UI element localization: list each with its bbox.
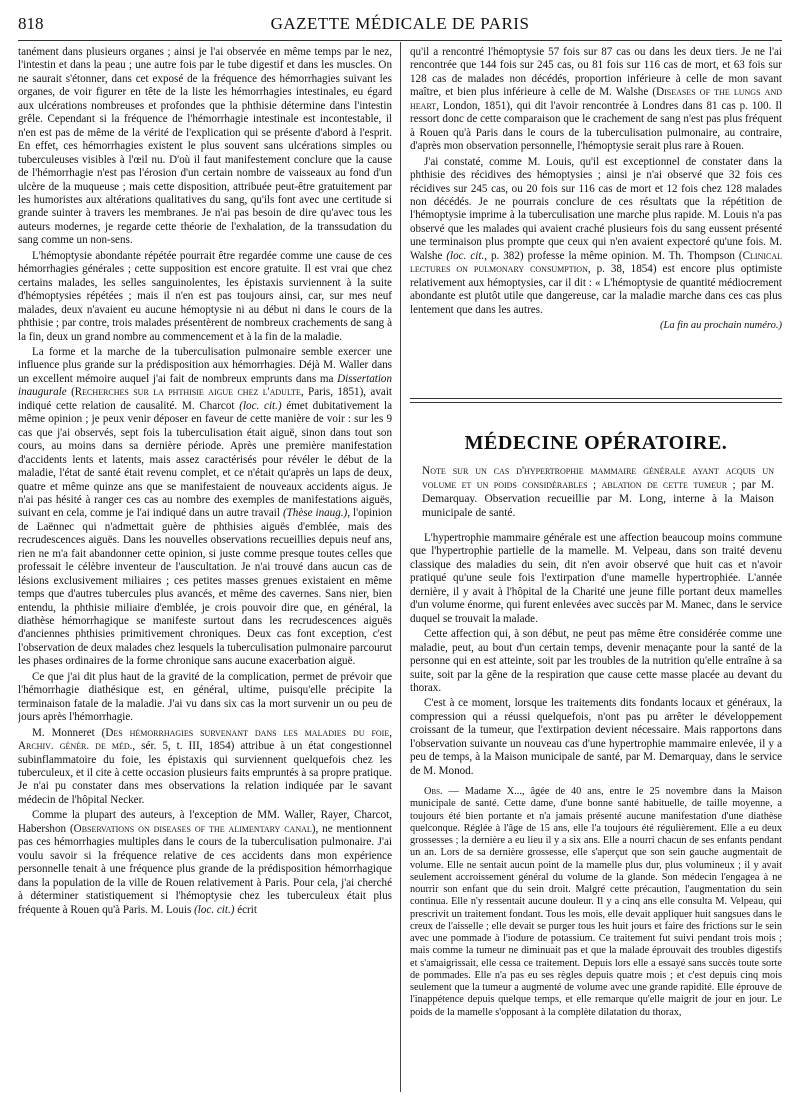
subtitle-rest: par M. Demarquay. Observation recueillie par M. Long, interne à la Maison municipale de santé. — [422, 479, 774, 519]
citation: (loc. cit. — [446, 249, 485, 262]
text-run: M. Monneret — [32, 726, 102, 739]
text-run: , ne mentionnent pas ces hémorrhagies multiples dans le cours de la tuberculisation pulmonaire. J'ai voulu savoir si la fréquence relative de ces accidents dans mon expérience personnelle tenait à une fréquence plus grande de la prédisposition hémorrhagique dans la population de la ville de Rouen relativement à Paris. Pour cela, j'ai cherché à déterminer statistiquement si l'hémoptysie chez les tuberculeux était plus fréquente à Rouen qu'à Paris. M. Louis — [18, 822, 392, 916]
citation-title: (Recherches sur la phthisie aigue chez l'adulte — [66, 386, 301, 399]
paragraph — [410, 46, 782, 154]
text-run: , London, 1851), qui dit l'avoir rencontrée à Londres dans 81 cas p. 100. Il ressort donc de cette comparaison que le crachement de sang n'est pas plus fréquent à Rouen qu'à Paris dans le cours de la tuberculisation pulmonaire, au contraire, d'après mon observation personnelle, l'hémoptysie serait plus rare à Rouen. — [410, 99, 782, 153]
paragraph — [410, 156, 782, 317]
citation: Dissertation inaugurale — [18, 372, 392, 399]
text-run: Comme la plupart des auteurs, à l'exception de MM. Waller, Rayer, Charcot, Habershon — [18, 809, 392, 835]
section-title: MÉDECINE OPÉRATOIRE. — [464, 432, 728, 454]
observation-text — [410, 786, 782, 1094]
right-column-continuation — [410, 46, 782, 392]
paragraph: Cette affection qui, à son début, ne peut pas même être considérée comme une maladie, peut, au bout d'un certain temps, devenir menaçante pour la santé de la personne qui en est atteinte, soit par les troubles de la nutrition qu'elle entraîne à sa suite, soit par la gêne de la respiration que cause cette masse placée au devant du thorax. — [410, 628, 782, 694]
text-run: J'ai constaté, comme M. Louis, qu'il est exceptionnel de constater dans la phthisie des récidives des hémoptysies ; ainsi je n'ai observé que 32 fois ces récidives sur 245 cas, ou 20 fois sur 116 cas de mort et 12 fois chez 128 malades non décédés. Je ne pourrais conclure de ces résultats que la répétition de l'hémoptysie imprime à la tuberculisation une marche plus rapide. M. Louis n'a pas observé que les malades qui avaient craché plusieurs fois du sang eussent présenté une terminaison plus prompte que ceux qui n'en avaient expectoré qu'une fois. M. Walshe — [410, 155, 782, 262]
paragraph: L'hypertrophie mammaire générale est une affection beaucoup moins commune que l'hypertrophie partielle de la mamelle. M. Velpeau, dans son traité devenu classique des maladies du sein, dit n'en avoir observé que huit cas et n'avoir pratiqué qu'une seule fois l'extirpation d'une mamelle hypertrophiée. L'année dernière, il y avait à l'hôpital de la Charité une jeune fille portant deux mamelles d'un volume énorme, qui furent enlevées avec succès par M. Manec, dans le service duquel se trouvait la malade. — [410, 532, 782, 625]
citation: (Thèse inaug.) — [282, 507, 348, 520]
text-run: écrit — [234, 903, 257, 916]
text-run: , p. 38, 1854) est encore plus optimiste relativement aux hémoptysies, car il dit : « L'hémoptysie de quantité médiocrement abondante est plutôt utile que dangereuse, car la maladie marche dans ces cas plus lentement que dans les autres. — [410, 263, 782, 316]
citation: (loc. cit.) — [194, 903, 235, 916]
paragraph: Ce que j'ai dit plus haut de la gravité de la complication, permet de prévoir que l'hémorrhagie diathésique est, en général, ultime, puisqu'elle précipite la terminaison fatale de la maladie. J'ai vu dans six cas la mort survenir un ou peu de jours après l'hémorrhagie. — [18, 670, 392, 724]
page-number: 818 — [18, 14, 44, 33]
citation-title: (Diseases of the lungs and heart — [410, 86, 782, 112]
left-column — [18, 46, 392, 1094]
text-run: , Paris, 1851), avait indiqué cette relation de causalité. M. Charcot — [18, 386, 392, 412]
subtitle-caps: Note sur un cas d'hypertrophie mammaire générale ayant acquis un volume et un poids considérables ; ablation de cette tumeur ; — [422, 465, 774, 491]
header-rule — [18, 40, 782, 41]
observation-label: Obs. — [424, 786, 443, 797]
text-run: , sér. 5, t. III, 1854) attribue à un état congestionnel subinflammatoire du foie, les épistaxis qui surviennent quelquefois chez les tuberculeux, et il cite à cette occasion plusieurs faits empruntés à sa propre pratique. Je n'ai pu constater dans mes observations la relation indiquée par le savant médecin de l'hôpital Necker. — [18, 740, 392, 806]
citation-title: (Des hémorrhagies survenant dans les maladies du foie, Archiv. génér. de méd. — [18, 726, 392, 753]
article-subtitle — [422, 464, 774, 520]
column-divider — [400, 42, 401, 1092]
paragraph — [18, 809, 392, 917]
section-divider — [410, 398, 782, 403]
text-run: La forme et la marche de la tuberculisation pulmonaire semble exercer une influence plus grande sur la prédisposition aux hémorrhagies. Déjà M. Waller dans un excellent mémoire auquel j'ai fait de nombreux emprunts dans ma — [18, 345, 392, 385]
text-run: — Madame X..., âgée de 40 ans, entre le 25 novembre dans la Maison municipale de santé. Cette dame, d'une bonne santé habituelle, de taille moyenne, a toujours été bien portante et n'a jamais présenté aucune manifestation d'une diathèse quelconque. Réglée à l'âge de 15 ans, elle l'a toujours été régulièrement. Elle a eu deux grossesses ; la dernière a eu lieu il y a six ans. Elle a nourri chacun de ses enfants pendant un an. Lors de sa dernière grossesse, elle s'aperçut que son sein gauche augmentait de volume. Elle ne sentait aucun point de la mamelle plus dur, plus volumineux ; il y avait seulement accroissement général du volume de la glande. Son médecin l'engagea à ne nourrir son enfant que du sein droit. Malgré cette précaution, l'augmentation du sein continua. Elle n'y ressentait aucune douleur. Il y a cinq ans elle consulta M. Velpeau, qui prescrivit un traitement fondant. Tous les mois, elle devait appliquer huit sangsues dans le creux de l'aisselle ; elle devait se purger tous les huit jours et faire des frictions sur le sein avec une pommade à l'iodure de potassium. Ce traitement fut suivi pendant trois mois ; mais comme la tumeur ne diminuait pas et que la malade éprouvait des troubles digestifs et s'amaigrissait, elle cessa ce traitement. Depuis lors elle a essayé sans succès toute sorte de pommades. Elle n'a pas eu ses règles depuis quatre mois ; et c'est depuis cinq mois seulement que la tumeur a augmenté de volume avec une grande rapidité. Elle éprouve de l'inappétence depuis quelque temps, et elle remarque qu'elle maigrit de jour en jour. Le poids de la mamelle s'opposant à la complète dilatation du thorax, — [410, 786, 782, 1018]
paragraph: tanément dans plusieurs organes ; ainsi je l'ai observée en même temps par le nez, l'intestin et dans la peau ; une autre fois par le tube digestif et dans les muscles. On ne saurait s'étonner, dans cet exposé de la fréquence des hémorrhagies suivant les organes, de voir figurer en tête de la liste les hémorrhagies intestinales, eu égard aux ulcérations nombreuses et profondes que la phthisie détermine dans l'intestin grêle. Cependant si la fréquence de l'hémorrhagie intestinale est incontestable, il n'en est pas de même de la vérité de l'explication qui se présente d'abord à l'esprit. En effet, ces hémorrhagies existent le plus souvent sans ulcérations simples ou tuberculeuses visibles à l'œil nu. D'où il faut manifestement conclure que la cause de l'hémorrhagie n'est pas l'érosion d'un certain nombre de vaisseaux au fond d'un ulcère de la muqueuse ; mais cette disposition, attribuée peut-être gratuitement par les humoristes aux altérations qualitatives du sang, qu'ils font avec une certitude si grande suinter à travers les membranes. Je n'ai pas besoin de dire qu'avec tous les auteurs modernes, je regarde cette théorie de l'exhalation, de la transsudation du sang comme un non-sens. — [18, 46, 392, 247]
running-header — [18, 14, 782, 36]
continuation-note: (La fin au prochain numéro.) — [659, 320, 782, 332]
paragraph: C'est à ce moment, lorsque les traitements dits fondants locaux et généraux, la compression qui a réussi quelquefois, n'ont pas pu arrêter le développement croissant de la tumeur, que l'extirpation devient nécessaire. Mais rapportons dans l'observation suivante un nouveau cas d'une hypertrophie mammaire enlevée, il y a peu de temps, à la Maison municipale de santé, par M. Demarquay, dans le service de M. Monod. — [410, 697, 782, 777]
paragraph: L'hémoptysie abondante répétée pourrait être regardée comme une cause de ces hémorrhagies générales ; cette supposition est encore gratuite. Il est vrai que chez certains malades, les selles sanguinolentes, les épistaxis surviennent à la suite d'hémoptysies répétées ; mais il n'en est pas toujours ainsi, car, sur mes neuf malades, deux n'avaient eu aucune hémoptysie ni au début ni dans le cours de la phthisie ; par contre, trois malades présentèrent de nombreux crachements de sang à la fin, deux un grand nombre au commencement et à la fin de la maladie. — [18, 249, 392, 343]
text-run: émet dubitativement la même opinion ; je peux venir déposer en faveur de cette manière de voir : sur les 9 cas que j'ai observés, sept fois la tuberculisation était aiguë, sinon dans tout son cours, au moins dans sa dernière période. Après une première manifestation d'accidents lents et latents, mais assez caractérisés pour révéler le début de la maladie, l'état de santé était revenu complet, et ce n'était qu'après un laps de deux, quatre et même quinze ans que se manifestaient de nouveaux accidents aigus. Je n'ai pas hésité à ranger ces cas au nombre des exemples de manifestations aiguës, suivant en cela, comme je l'ai indiqué dans un autre travail — [18, 399, 392, 520]
article-body — [410, 532, 782, 780]
text-run: , l'opinion de Laënnec qui n'admettait guère de phthisies aiguës d'emblée, mais des recrudescences aiguës. Dans les nouvelles observations recueillies depuis neuf ans, rien ne m'a fait abandonner cette opinion, si juste comme presque toutes celles que professait le célèbre inventeur de l'auscultation. Je n'ai trouvé dans aucun cas de lésions exclusivement miliaires ; ces petites masses grenues existaient en même temps que d'autres tubercules plus avancés, et même des cavernes. Sans nier, bien entendu, la phthisie miliaire d'emblée, je crois pouvoir dire que, en général, la diathèse hémorrhagique se manifeste surtout dans les recrudescences aiguës d'anciennes phthisies primitivement chroniques. Deux cas font exception, c'est l'observation de deux malades chez lesquels la tuberculisation pulmonaire parcourut les phases ordinaires de la forme chronique sans aucune exacerbation aiguë. — [18, 507, 392, 668]
text-run: , p. 382) professe la même opinion. M. Th. Thompson — [484, 249, 739, 262]
paragraph — [18, 727, 392, 808]
text-run: qu'il a rencontré l'hémoptysie 57 fois sur 87 cas ou dans les deux tiers. Je ne l'ai rencontrée que 144 fois sur 245 cas, ou 81 fois sur 116 cas de mort, et 63 fois sur 128 cas de malades non décédés, proportion inférieure à celle de mon savant maître, et bien plus inférieure à celle de M. Walshe — [410, 46, 782, 99]
citation: (loc. cit.) — [239, 399, 282, 412]
citation-title: (Observations on diseases of the alimentary canal) — [69, 822, 316, 835]
citation-title: (Clinical lectures on pulmonary consumption — [410, 249, 782, 276]
paragraph — [410, 786, 782, 1019]
page — [18, 0, 782, 1102]
journal-title: GAZETTE MÉDICALE DE PARIS — [270, 14, 530, 33]
paragraph — [18, 346, 392, 669]
